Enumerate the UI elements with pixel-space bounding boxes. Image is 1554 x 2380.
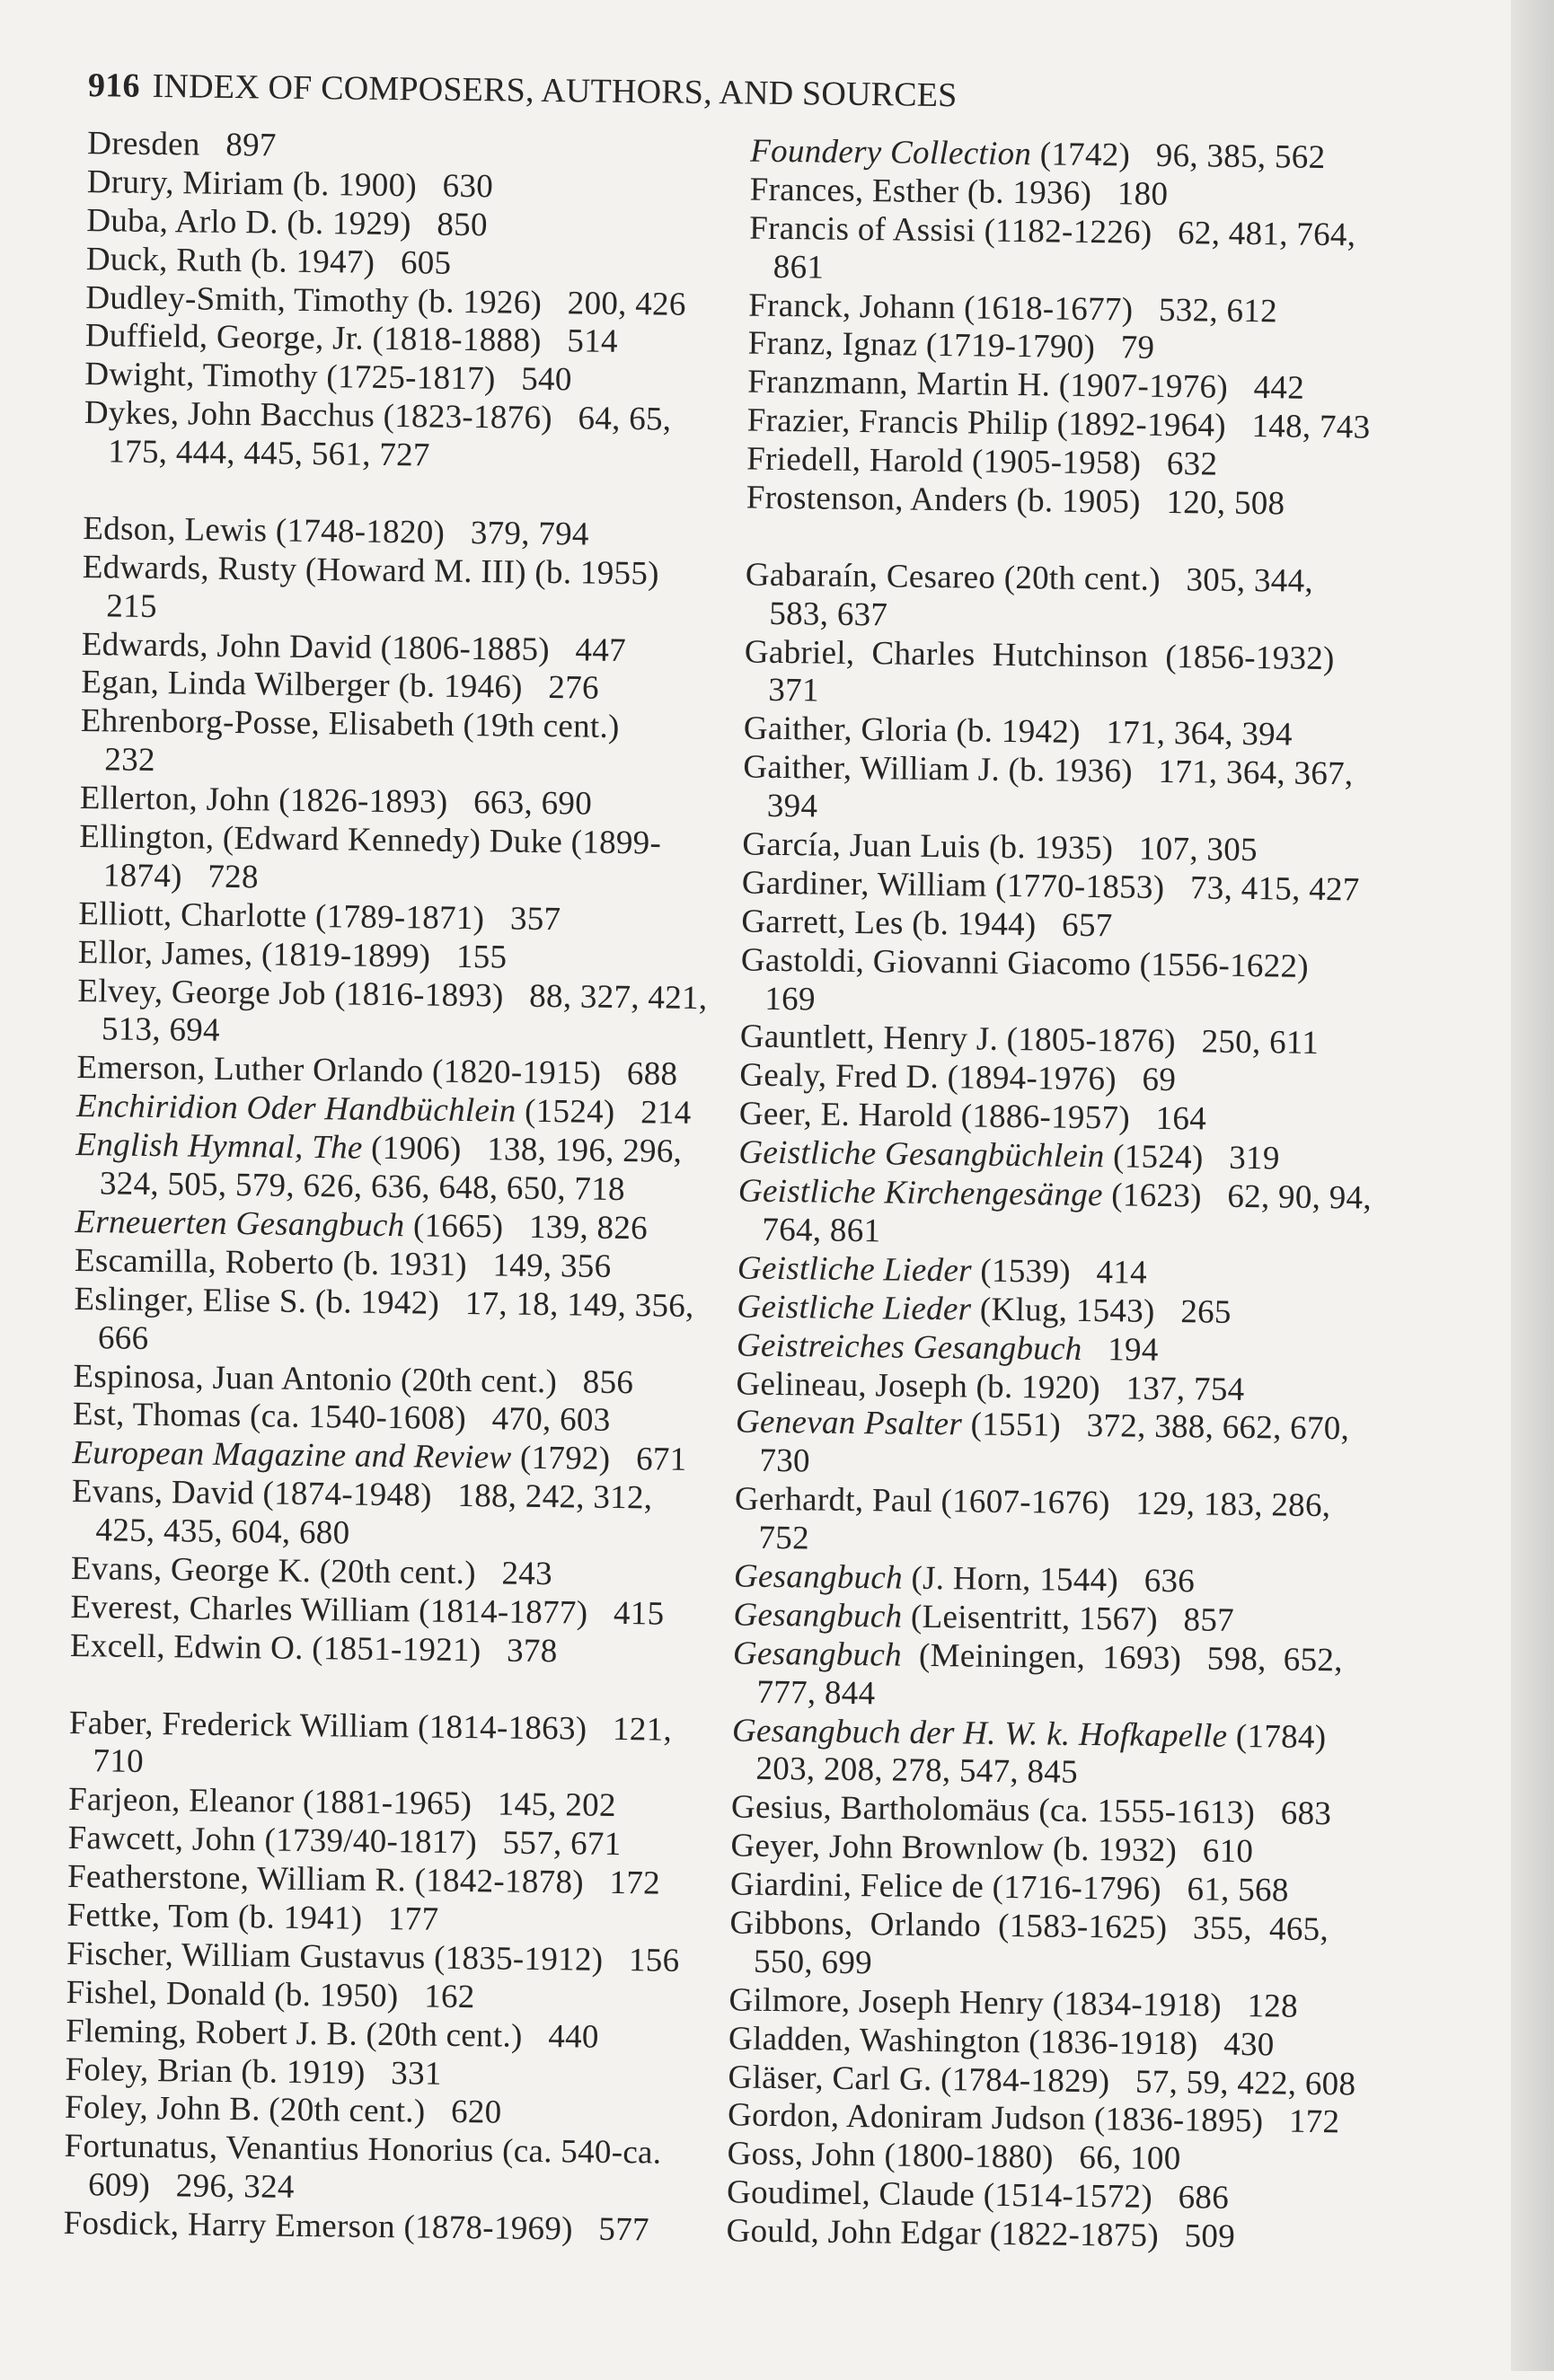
entry-text: Gauntlett, Henry J. (1805-1876) 250, 611 bbox=[739, 1018, 1320, 1062]
entry-text: (1906) 138, 196, 296, bbox=[362, 1129, 683, 1170]
entry-text: Evans, George K. (20th cent.) 243 bbox=[70, 1549, 553, 1593]
entry-text: Fischer, William Gustavus (1835-1912) 156 bbox=[66, 1935, 680, 1979]
entry-text: Duffield, George, Jr. (1818-1888) 514 bbox=[84, 317, 619, 361]
entry-text: Fosdick, Harry Emerson (1878-1969) 577 bbox=[63, 2205, 650, 2249]
entry-text: García, Juan Luis (b. 1935) 107, 305 bbox=[742, 825, 1258, 869]
entry-text: Friedell, Harold (1905-1958) 632 bbox=[746, 440, 1218, 483]
index-entry bbox=[70, 1627, 717, 1673]
entry-text: 752 bbox=[758, 1519, 810, 1557]
entry-text: Gläser, Carl G. (1784-1829) 57, 59, 422, 608 bbox=[728, 2058, 1356, 2103]
entry-text: Farjeon, Eleanor (1881-1965) 145, 202 bbox=[67, 1781, 617, 1825]
entry-text: Evans, David (1874-1948) 188, 242, 312, bbox=[71, 1473, 653, 1517]
entry-text: Featherstone, William R. (1842-1878) 172 bbox=[66, 1858, 661, 1902]
entry-text: Franzmann, Martin H. (1907-1976) 442 bbox=[747, 363, 1305, 408]
entry-text: Drury, Miriam (b. 1900) 630 bbox=[86, 163, 494, 206]
entry-text: Eslinger, Elise S. (b. 1942) 17, 18, 149, 356, bbox=[74, 1280, 694, 1325]
entry-text: Fishel, Donald (b. 1950) 162 bbox=[66, 1973, 475, 2015]
index-entry bbox=[81, 702, 728, 748]
entry-text: Gealy, Fred D. (1894-1976) 69 bbox=[739, 1056, 1177, 1099]
entry-text: Goss, John (1800-1880) 66, 100 bbox=[727, 2135, 1181, 2178]
entry-text: Gaither, Gloria (b. 1942) 171, 364, 394 bbox=[743, 710, 1293, 754]
index-entry bbox=[743, 749, 1390, 795]
entry-text: Ellington, (Edward Kennedy) Duke (1899- bbox=[79, 818, 662, 862]
entry-title-italic: Geistliche Lieder bbox=[737, 1249, 973, 1290]
entry-text: Foley, John B. (20th cent.) 620 bbox=[64, 2089, 502, 2131]
index-entry bbox=[745, 633, 1391, 679]
entry-text: Franck, Johann (1618-1677) 532, 612 bbox=[748, 286, 1278, 330]
entry-text: Edson, Lewis (1748-1820) 379, 794 bbox=[83, 509, 589, 553]
index-entry bbox=[726, 2213, 1373, 2259]
index-entry bbox=[735, 1481, 1382, 1527]
entry-text: Frances, Esther (b. 1936) 180 bbox=[749, 171, 1169, 213]
entry-text: (1524) 319 bbox=[1104, 1138, 1280, 1177]
index-entry bbox=[83, 549, 729, 595]
entry-title-italic: Geistreiches Gesangbuch bbox=[736, 1327, 1082, 1368]
entry-text: 666 bbox=[97, 1318, 149, 1357]
entry-text: Fleming, Robert J. B. (20th cent.) 440 bbox=[65, 2012, 599, 2056]
entry-text: Geyer, John Brownlow (b. 1932) 610 bbox=[730, 1827, 1254, 1871]
entry-title-italic: Enchiridion Oder Handbüchlein bbox=[75, 1088, 517, 1130]
entry-text: Dudley-Smith, Timothy (b. 1926) 200, 426 bbox=[85, 278, 686, 323]
entry-text: Ellerton, John (1826-1893) 663, 690 bbox=[79, 780, 593, 823]
entry-text: (1623) 62, 90, 94, bbox=[1102, 1177, 1373, 1217]
entry-text: Francis of Assisi (1182-1226) 62, 481, 764, bbox=[749, 209, 1356, 254]
entry-text: Gilmore, Joseph Henry (1834-1918) 128 bbox=[728, 1981, 1299, 2025]
header-title: INDEX OF COMPOSERS, AUTHORS, AND SOURCES bbox=[152, 66, 958, 115]
entry-title-italic: Erneuerten Gesangbuch bbox=[75, 1203, 405, 1245]
entry-text: Faber, Frederick William (1814-1863) 121, bbox=[68, 1704, 673, 1749]
entry-text: Foley, Brian (b. 1919) 331 bbox=[65, 2050, 442, 2093]
entry-text: Escamilla, Roberto (b. 1931) 149, 356 bbox=[74, 1241, 612, 1285]
entry-text: 394 bbox=[766, 787, 818, 825]
entry-text: Gibbons, Orlando (1583-1625) 355, 465, bbox=[729, 1904, 1329, 1949]
entry-text: 232 bbox=[104, 741, 156, 780]
entry-text: Goudimel, Claude (1514-1572) 686 bbox=[726, 2173, 1230, 2217]
entry-title-italic: Genevan Psalter bbox=[735, 1403, 963, 1443]
entry-text: 215 bbox=[106, 587, 158, 625]
entry-text: Gabaraín, Cesareo (20th cent.) 305, 344, bbox=[745, 556, 1314, 600]
entry-title-italic: Foundery Collection bbox=[750, 132, 1032, 173]
entry-text: Frazier, Francis Philip (1892-1964) 148, 743 bbox=[746, 401, 1371, 446]
index-entry bbox=[741, 941, 1388, 987]
entry-text: Gardiner, William (1770-1853) 73, 415, 427 bbox=[741, 864, 1360, 909]
entry-text: Fortunatus, Venantius Honorius (ca. 540-ca. bbox=[64, 2128, 662, 2172]
entry-text: 175, 444, 445, 561, 727 bbox=[108, 433, 430, 474]
entry-text: 194 bbox=[1082, 1330, 1159, 1369]
entry-text: (1784) bbox=[1227, 1717, 1327, 1756]
entry-text: 371 bbox=[768, 672, 819, 710]
entry-title-italic: Geistliche Gesangbüchlein bbox=[738, 1133, 1105, 1176]
entry-text: Egan, Linda Wilberger (b. 1946) 276 bbox=[81, 664, 600, 708]
entry-text: Duba, Arlo D. (b. 1929) 850 bbox=[86, 201, 489, 243]
index-entry-continuation bbox=[84, 433, 730, 479]
entry-text: (1742) 96, 385, 562 bbox=[1030, 136, 1326, 176]
entry-text: 730 bbox=[759, 1442, 811, 1480]
entry-text: 203, 208, 278, 547, 845 bbox=[755, 1750, 1079, 1792]
entry-text: 764, 861 bbox=[762, 1211, 881, 1250]
entry-title-italic: Gesangbuch bbox=[733, 1596, 903, 1635]
entry-text: Dresden 897 bbox=[87, 125, 277, 164]
entry-text: Frostenson, Anders (b. 1905) 120, 508 bbox=[746, 479, 1285, 523]
entry-text: Dykes, John Bacchus (1823-1876) 64, 65, bbox=[84, 394, 672, 438]
entry-title-italic: Gesangbuch bbox=[733, 1557, 904, 1597]
entry-text: 861 bbox=[773, 248, 825, 286]
entry-text: Garrett, Les (b. 1944) 657 bbox=[741, 903, 1113, 945]
entry-title-italic: Gesangbuch der H. W. k. Hofkapelle bbox=[731, 1711, 1228, 1755]
entry-text: 609) 296, 324 bbox=[87, 2166, 295, 2207]
running-header bbox=[88, 66, 958, 115]
entry-text: 777, 844 bbox=[756, 1673, 876, 1712]
entry-text: Ellor, James, (1819-1899) 155 bbox=[77, 933, 508, 976]
page-number: 916 bbox=[87, 66, 140, 105]
entry-title-italic: Gesangbuch bbox=[732, 1635, 903, 1674]
entry-text: Edwards, Rusty (Howard M. III) (b. 1955) bbox=[82, 548, 659, 593]
entry-text: Ehrenborg-Posse, Elisabeth (19th cent.) bbox=[80, 702, 620, 746]
entry-text: (Leisentritt, 1567) 857 bbox=[902, 1598, 1235, 1639]
index-entry bbox=[74, 1281, 720, 1327]
index-entry bbox=[746, 480, 1393, 525]
entry-text: (Meiningen, 1693) 598, 652, bbox=[901, 1636, 1344, 1679]
entry-text: Elvey, George Job (1816-1893) 88, 327, 421, bbox=[77, 972, 708, 1017]
entry-text: (1539) 414 bbox=[971, 1252, 1148, 1291]
entry-text: Duck, Ruth (b. 1947) 605 bbox=[85, 240, 452, 282]
entry-text: Elliott, Charlotte (1789-1871) 357 bbox=[78, 895, 561, 939]
entry-text: (1524) 214 bbox=[516, 1092, 692, 1133]
entry-text: 583, 637 bbox=[769, 595, 888, 634]
entry-text: Edwards, John David (1806-1885) 447 bbox=[81, 625, 627, 669]
entry-text: 169 bbox=[764, 980, 817, 1018]
entry-text: Fawcett, John (1739/40-1817) 557, 671 bbox=[67, 1820, 622, 1864]
entry-text: Gladden, Washington (1836-1918) 430 bbox=[728, 2020, 1275, 2064]
entry-text: 324, 505, 579, 626, 636, 648, 650, 718 bbox=[99, 1165, 626, 1209]
entry-text: Franz, Ignaz (1719-1790) 79 bbox=[747, 325, 1155, 367]
entry-text: Geer, E. Harold (1886-1957) 164 bbox=[738, 1095, 1207, 1138]
entry-text: Gaither, William J. (b. 1936) 171, 364, 367, bbox=[743, 748, 1354, 793]
entry-title-italic: Geistliche Kirchengesänge bbox=[737, 1172, 1103, 1214]
entry-title-italic: Geistliche Lieder bbox=[737, 1288, 972, 1328]
index-entry bbox=[69, 1704, 716, 1750]
index-entry bbox=[749, 209, 1396, 255]
entry-text: Everest, Charles William (1814-1877) 415 bbox=[70, 1588, 665, 1633]
index-column-left bbox=[63, 125, 734, 2251]
entry-text: (1551) 372, 388, 662, 670, bbox=[961, 1406, 1350, 1448]
entry-text: 1874) 728 bbox=[102, 857, 260, 896]
entry-text: (J. Horn, 1544) 636 bbox=[902, 1559, 1196, 1600]
entry-text: Espinosa, Juan Antonio (20th cent.) 856 bbox=[73, 1357, 634, 1401]
entry-title-italic: English Hymnal, The bbox=[75, 1126, 363, 1167]
entry-text: Gould, John Edgar (1822-1875) 509 bbox=[726, 2212, 1236, 2256]
entry-text: Gordon, Adoniram Judson (1836-1895) 172 bbox=[727, 2096, 1340, 2141]
entry-text: Gerhardt, Paul (1607-1676) 129, 183, 286, bbox=[734, 1480, 1331, 1525]
entry-text: Excell, Edwin O. (1851-1921) 378 bbox=[69, 1626, 558, 1670]
index-entry bbox=[63, 2205, 710, 2251]
entry-text: Est, Thomas (ca. 1540-1608) 470, 603 bbox=[72, 1396, 611, 1440]
entry-text: (1665) 139, 826 bbox=[404, 1207, 649, 1247]
entry-text: Dwight, Timothy (1725-1817) 540 bbox=[84, 356, 572, 399]
entry-text: Giardini, Felice de (1716-1796) 61, 568 bbox=[729, 1865, 1289, 1909]
index-entry bbox=[736, 1404, 1382, 1450]
entry-text: Emerson, Luther Orlando (1820-1915) 688 bbox=[76, 1049, 678, 1094]
entry-text: Fettke, Tom (b. 1941) 177 bbox=[66, 1896, 439, 1938]
entry-text: Gesius, Bartholomäus (ca. 1555-1613) 683 bbox=[730, 1788, 1332, 1833]
entry-text: Gelineau, Joseph (b. 1920) 137, 754 bbox=[736, 1364, 1245, 1408]
entry-text: Gastoldi, Giovanni Giacomo (1556-1622) bbox=[740, 941, 1310, 985]
entry-text: 513, 694 bbox=[101, 1010, 221, 1050]
index-column-right bbox=[726, 133, 1397, 2259]
entry-text: (Klug, 1543) 265 bbox=[971, 1291, 1232, 1331]
entry-text: 550, 699 bbox=[753, 1943, 873, 1982]
entry-text: (1792) 671 bbox=[511, 1439, 687, 1479]
entry-title-italic: European Magazine and Review bbox=[72, 1434, 512, 1476]
entry-text: 425, 435, 604, 680 bbox=[95, 1512, 350, 1552]
entry-text: 710 bbox=[93, 1742, 145, 1781]
entry-text: Gabriel, Charles Hutchinson (1856-1932) bbox=[744, 633, 1335, 677]
